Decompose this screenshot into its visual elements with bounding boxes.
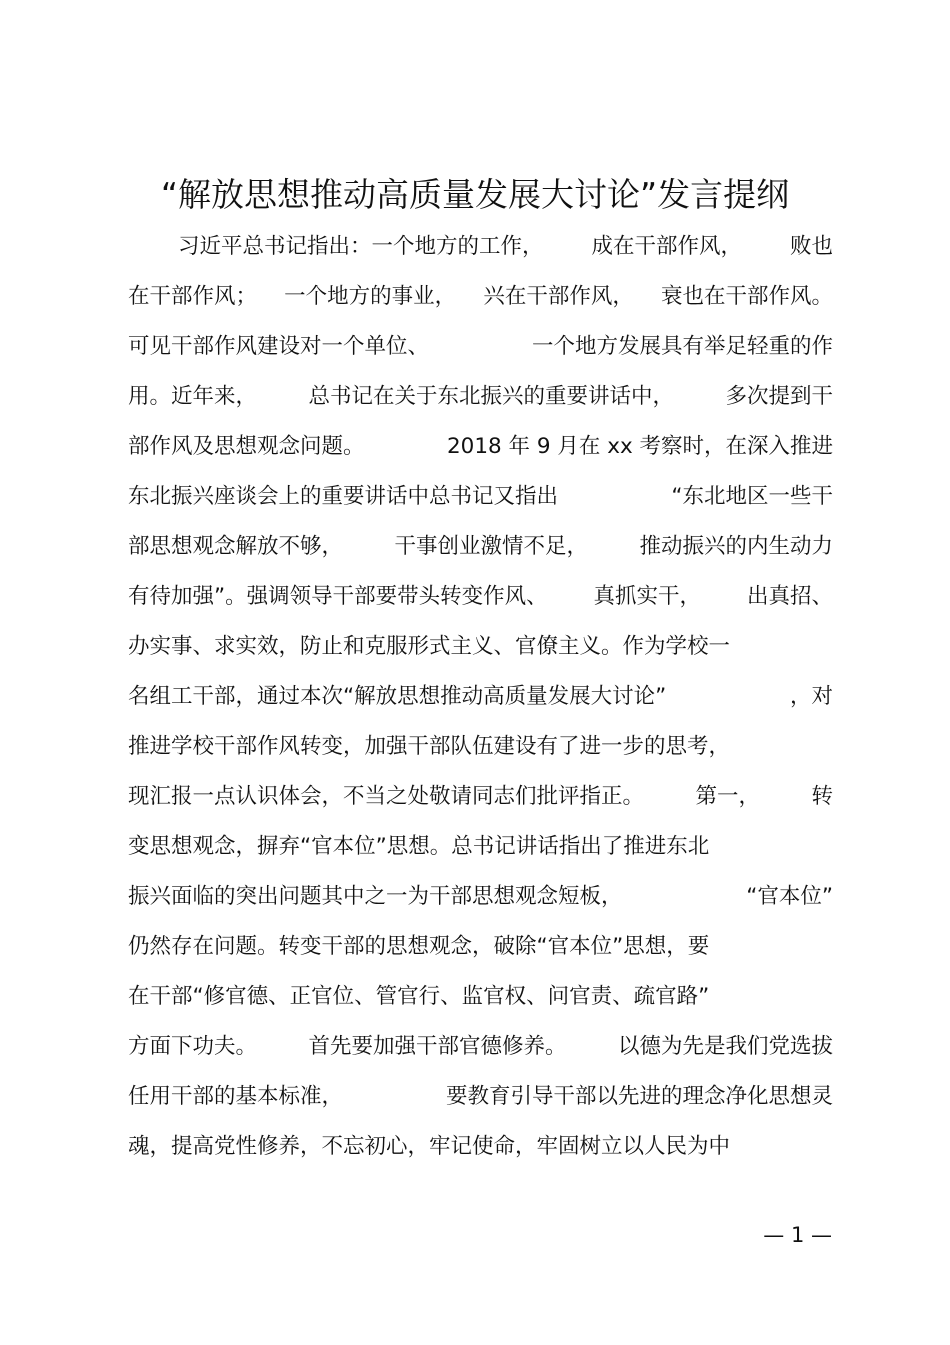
line-segment: 要教育引导干部以先进的理念净化思想灵: [445, 1084, 833, 1109]
line-segment: 转: [811, 784, 833, 809]
line-segment: 有待加强”。强调领导干部要带头转变作风、: [128, 584, 548, 609]
line-segment: 衰也在干部作风。: [660, 284, 833, 309]
line-segment: 任用干部的基本标准，: [128, 1084, 344, 1109]
paragraph-line: [128, 522, 833, 572]
line-segment: ，对: [789, 684, 833, 709]
line-segment: 总书记在关于东北振兴的重要讲话中，: [308, 384, 674, 409]
paragraph-line: [128, 972, 833, 1022]
line-segment: 现汇报一点认识体会，不当之处敬请同志们批评指正。: [128, 784, 645, 809]
paragraph-line: [128, 772, 833, 822]
paragraph-line: [128, 1022, 833, 1072]
line-segment: 可见干部作风建设对一个单位、: [128, 334, 430, 359]
line-segment: “官本位”: [746, 884, 833, 909]
line-segment: 变思想观念，摒弃“官本位”思想。总书记讲话指出了推进东北: [128, 834, 710, 859]
paragraph-line: [128, 822, 833, 872]
line-segment: 推动振兴的内生动力: [639, 534, 833, 559]
line-segment: “东北地区一些干: [671, 484, 833, 509]
paragraph-line: [128, 422, 833, 472]
paragraph-line: [128, 272, 833, 322]
paragraph-line: [128, 672, 833, 722]
line-segment: 部思想观念解放不够，: [128, 534, 344, 559]
paragraph-line: [128, 622, 833, 672]
paragraph-line: [128, 222, 833, 272]
paragraph-line: [128, 1072, 833, 1122]
line-segment: 办实事、求实效，防止和克服形式主义、官僚主义。作为学校一: [128, 634, 731, 659]
line-segment: 以德为先是我们党选拔: [617, 1034, 833, 1059]
line-segment: 用。近年来，: [128, 384, 258, 409]
paragraph-line: [128, 872, 833, 922]
line-segment: 在干部作风；: [128, 284, 258, 309]
line-segment: 一个地方的事业，: [284, 284, 457, 309]
line-segment: 成在干部作风，: [591, 234, 742, 259]
line-segment: 出真招、: [746, 584, 833, 609]
paragraph-line: [128, 322, 833, 372]
line-segment: 败也: [789, 234, 833, 259]
paragraph-line: [128, 1122, 833, 1172]
document-title: “解放思想推动高质量发展大讨论”发言提纲: [160, 175, 790, 214]
line-segment: 东北振兴座谈会上的重要讲话中总书记又指出: [128, 484, 559, 509]
page-number: — 1 —: [763, 1223, 832, 1247]
line-segment: 2018 年 9 月在 xx 考察时，在深入推进: [446, 434, 833, 459]
line-segment: 名组工干部，通过本次“解放思想推动高质量发展大讨论”: [128, 684, 667, 709]
line-segment: 干事创业激情不足，: [394, 534, 588, 559]
line-segment: 第一，: [695, 784, 760, 809]
line-segment: 多次提到干: [725, 384, 833, 409]
paragraph-line: [128, 922, 833, 972]
line-segment: 真抓实干，: [593, 584, 702, 609]
paragraph-line: [128, 722, 833, 772]
line-segment: 习近平总书记指出：一个地方的工作，: [178, 234, 544, 259]
line-segment: 推进学校干部作风转变，加强干部队伍建设有了进一步的思考，: [128, 734, 731, 759]
line-segment: 兴在干部作风，: [483, 284, 634, 309]
line-segment: 在干部“修官德、正官位、管官行、监官权、问官责、疏官路”: [128, 984, 710, 1009]
line-segment: 振兴面临的突出问题其中之一为干部思想观念短板，: [128, 884, 623, 909]
line-segment: 部作风及思想观念问题。: [128, 434, 365, 459]
line-segment: 仍然存在问题。转变干部的思想观念，破除“官本位”思想，要: [128, 934, 710, 959]
line-segment: 首先要加强干部官德修养。: [308, 1034, 567, 1059]
paragraph-line: [128, 472, 833, 522]
document-body: [128, 222, 833, 1172]
line-segment: 方面下功夫。: [128, 1034, 258, 1059]
line-segment: 魂，提高党性修养，不忘初心，牢记使命，牢固树立以人民为中: [128, 1134, 731, 1159]
paragraph-line: [128, 372, 833, 422]
line-segment: 一个地方发展具有举足轻重的作: [531, 334, 833, 359]
paragraph-line: [128, 572, 833, 622]
